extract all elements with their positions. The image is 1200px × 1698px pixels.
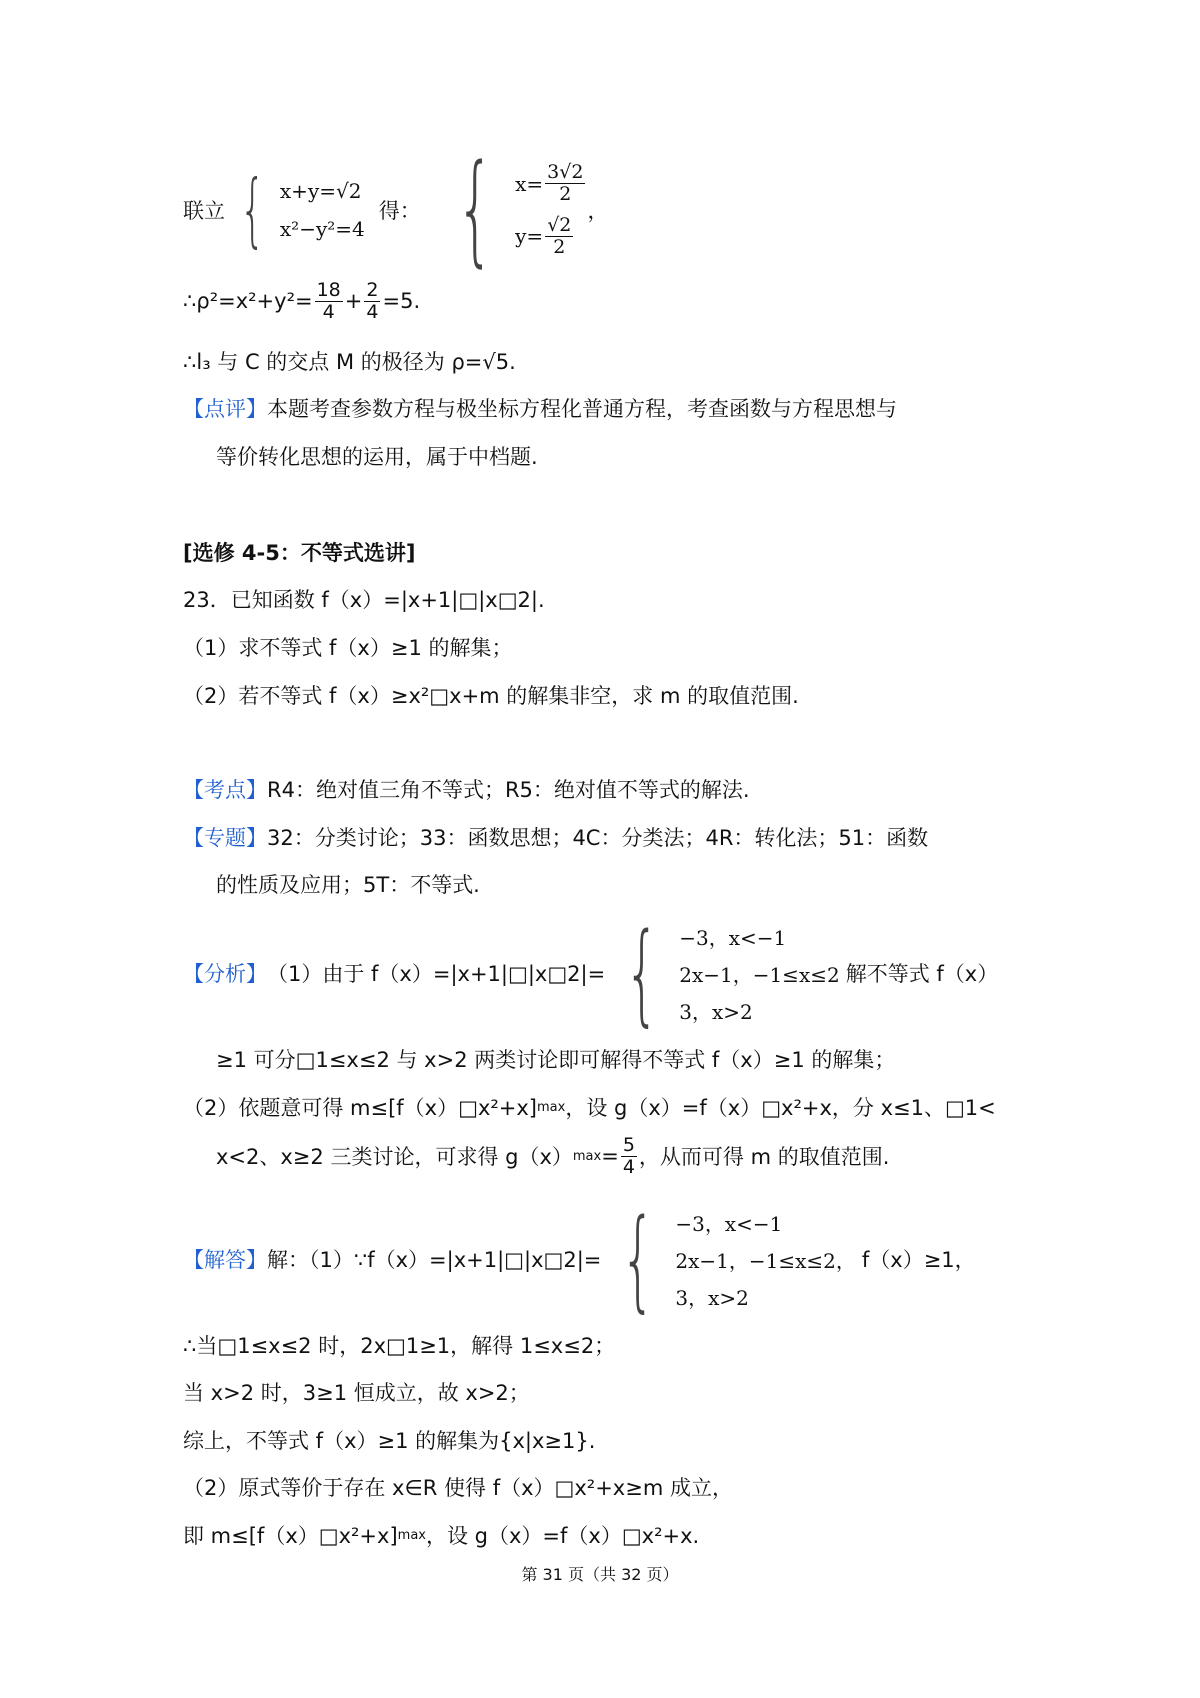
system-solve-line xyxy=(183,140,609,279)
rho-line xyxy=(183,280,420,323)
text: ∴ρ²=x²+y²= xyxy=(183,289,313,314)
page-footer: 第 31 页（共 32 页） xyxy=(521,1565,679,1584)
fenxi-line-2: ≥1 可分□1≤x≤2 与 x>2 两类讨论即可解得不等式 f（x）≥1 的解集； xyxy=(216,1048,896,1072)
text: ， xyxy=(587,199,609,223)
text: 解不等式 f（x） xyxy=(845,962,999,986)
text: y= xyxy=(515,224,544,249)
text: f（x）≥1， xyxy=(861,1248,976,1272)
solution-step-3: 综上，不等式 f（x）≥1 的解集为{x|x≥1}. xyxy=(183,1429,596,1453)
jieda-line xyxy=(183,1195,976,1323)
text: =5. xyxy=(382,289,421,314)
equation: x²−y²=4 xyxy=(279,217,365,241)
solution-step-1: ∴当□1≤x≤2 时，2x□1≥1，解得 1≤x≤2； xyxy=(183,1334,616,1358)
brace: { xyxy=(239,163,266,256)
zhuanti-line-2: 的性质及应用；5T：不等式. xyxy=(216,873,480,897)
fenxi-line-4: x<2、x≥2 三类讨论，可求得 g（x） max = $\frac{5}{4}$ ，从而可得 m 的取值范围. xyxy=(216,1134,890,1178)
equation-system xyxy=(280,179,365,241)
fraction: $\frac{2}{4}$ xyxy=(366,279,379,323)
text: （1）由于 f（x）=|x+1|□|x□2|= xyxy=(267,962,606,986)
fraction: $\frac{3√2}{2}$ xyxy=(547,161,584,206)
text: 联立 xyxy=(183,199,225,223)
solution-step-2: 当 x>2 时，3≥1 恒成立，故 x>2； xyxy=(183,1381,530,1405)
brace: { xyxy=(455,140,495,279)
fraction: $\frac{18}{4}$ xyxy=(316,279,341,323)
text: + xyxy=(344,289,363,314)
text: x= xyxy=(515,171,544,196)
text: 本题考查参数方程与极坐标方程化普通方程，考查函数与方程思想与 xyxy=(267,397,897,421)
label: 【点评】 xyxy=(183,397,267,421)
comment-line xyxy=(183,393,897,423)
question-part-1: （1）求不等式 f（x）≥1 的解集； xyxy=(183,636,513,660)
piecewise-cases: −3，x<−1 2x−1，−1≤x≤2 3，x>2 xyxy=(679,925,840,1024)
fenxi-line xyxy=(183,909,999,1037)
kaodian-line xyxy=(183,774,750,804)
fenxi-line-3: （2）依题意可得 m≤[f（x）□x²+x] max ，设 g（x）=f（x）□x²+x，分 x≤1、□1< xyxy=(183,1096,996,1120)
text: 得： xyxy=(378,199,421,223)
piecewise-cases: −3，x<−1 2x−1，−1≤x≤2， 3，x>2 xyxy=(675,1211,856,1310)
solution-system xyxy=(515,162,587,258)
question-part-2: （2）若不等式 f（x）≥x²□x+m 的解集非空，求 m 的取值范围. xyxy=(183,684,799,708)
text: 32：分类讨论；33：函数思想；4C：分类法；4R：转化法；51：函数 xyxy=(267,826,929,850)
zhuanti-line xyxy=(183,822,928,852)
fraction: $\frac{√2}{2}$ xyxy=(547,214,572,258)
text: R4：绝对值三角不等式；R5：绝对值不等式的解法. xyxy=(267,778,750,802)
fraction: $\frac{5}{4}$ xyxy=(622,1134,635,1178)
label: 【分析】 xyxy=(183,962,267,986)
solution-step-5: 即 m≤[f（x）□x²+x] max ，设 g（x）=f（x）□x²+x. xyxy=(183,1524,700,1548)
brace: { xyxy=(620,1195,656,1323)
section-heading: [选修 4-5：不等式选讲] xyxy=(183,541,416,565)
text: 解：（1）∵f（x）=|x+1|□|x□2|= xyxy=(267,1248,602,1272)
label: 【专题】 xyxy=(183,826,267,850)
equation: x+y=√2 xyxy=(279,179,362,203)
label: 【解答】 xyxy=(183,1248,267,1272)
solution-step-4: （2）原式等价于存在 x∈R 使得 f（x）□x²+x≥m 成立， xyxy=(183,1476,733,1500)
comment-line-2: 等价转化思想的运用，属于中档题. xyxy=(216,445,538,469)
label: 【考点】 xyxy=(183,778,267,802)
question-23: 23．已知函数 f（x）=|x+1|□|x□2|. xyxy=(183,588,545,612)
brace: { xyxy=(624,909,660,1037)
polar-line: ∴l₃ 与 C 的交点 M 的极径为 ρ=√5. xyxy=(183,350,516,374)
